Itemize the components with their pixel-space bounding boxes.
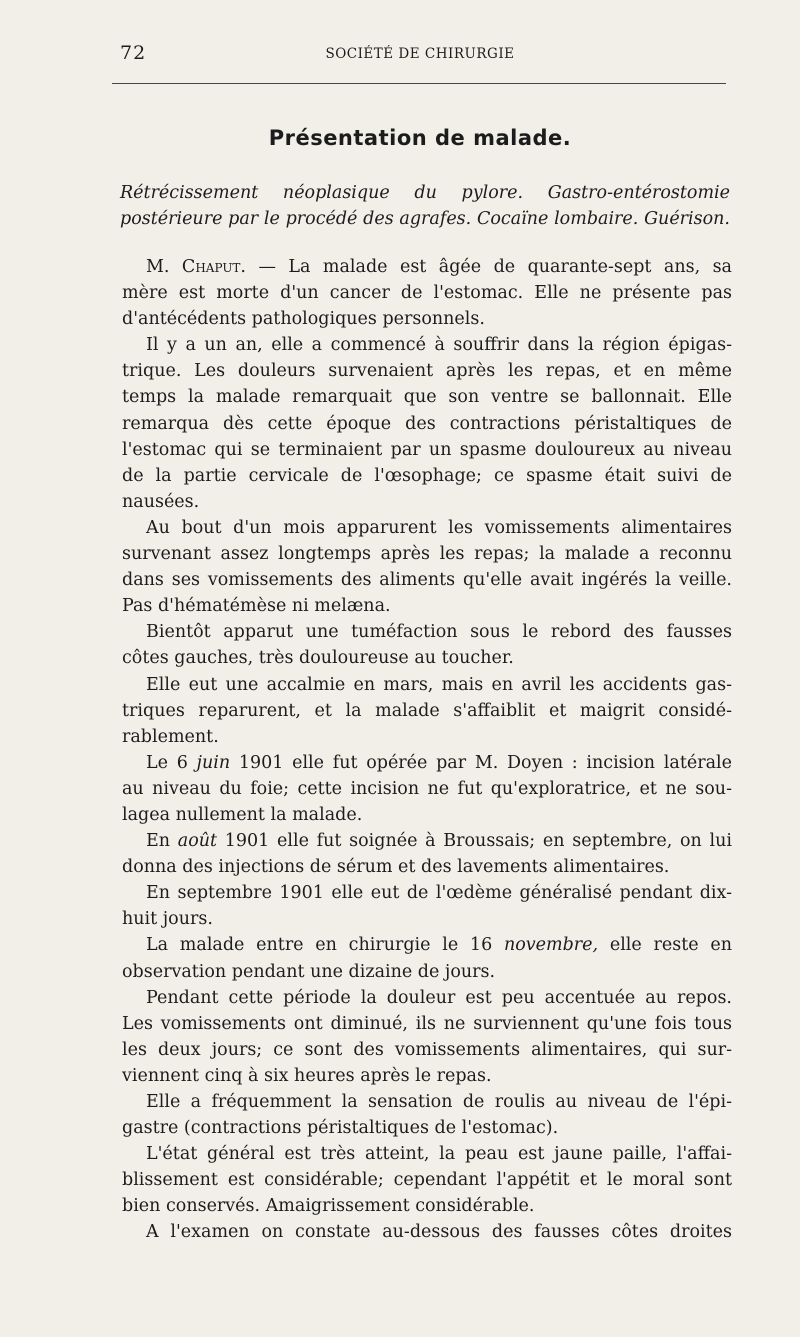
body-text: [122, 254, 732, 1246]
text-line: Pas d'hématémèse ni melæna.: [122, 596, 391, 617]
paragraph: [122, 1089, 732, 1141]
text-line: En septembre 1901 elle eut de l'œdème généralisé pendant dix-: [146, 883, 732, 904]
text-line: [122, 254, 732, 280]
text-line: remarqua dès cette époque des contractions péristaltiques de: [122, 413, 732, 434]
paragraph: [122, 1219, 732, 1245]
text-line: triques reparurent, et la malade s'affaiblit et maigrit considé-: [122, 700, 732, 721]
page-number: 72: [120, 42, 147, 64]
text-line: A l'examen on constate au-dessous des fausses côtes droites: [146, 1222, 732, 1243]
text-line: Elle eut une accalmie en mars, mais en avril les accidents gas-: [146, 674, 732, 695]
text-line: les deux jours; ce sont des vomissements alimentaires, qui sur-: [122, 1039, 732, 1060]
text-line: bien conservés. Amaigrissement considérable.: [122, 1196, 535, 1217]
running-head: SOCIÉTÉ DE CHIRURGIE: [325, 46, 515, 62]
header-rule: [112, 83, 726, 84]
paragraph: [122, 672, 732, 750]
paragraph: [122, 1141, 732, 1219]
subtitle-line: postérieure par le procédé des agrafes. Cocaïne lombaire. Guérison.: [120, 209, 730, 229]
text-line: nausées.: [122, 491, 200, 512]
text-line: blissement est considérable; cependant l'appétit et le moral sont: [122, 1170, 732, 1191]
text-line: Au bout d'un mois apparurent les vomissements alimentaires: [146, 517, 732, 538]
case-subtitle: [120, 180, 730, 232]
paragraph: [122, 515, 732, 619]
text-line: gastre (contractions péristaltiques de l'estomac).: [122, 1118, 559, 1139]
paragraph: [122, 880, 732, 932]
text-line: mère est morte d'un cancer de l'estomac. Elle ne présente pas: [122, 283, 732, 304]
text-span: En: [146, 831, 171, 852]
text-line: Il y a un an, elle a commencé à souffrir dans la région épigas-: [146, 335, 732, 356]
text-span: La malade entre en chirurgie le 16: [146, 935, 493, 956]
text-span: elle reste en: [609, 935, 732, 956]
section-title: Présentation de malade.: [268, 126, 572, 150]
text-line: côtes gauches, très douloureuse au toucher.: [122, 648, 514, 669]
text-line: huit jours.: [122, 909, 213, 930]
paragraph: [122, 985, 732, 1089]
text-span: 1901 elle fut opérée par M. Doyen : incision latérale: [238, 752, 732, 773]
paragraph: [122, 828, 732, 880]
text-span: 1901 elle fut soignée à Broussais; en septembre, on lui: [224, 831, 732, 852]
text-line: de la partie cervicale de l'œsophage; ce spasme était suivi de: [122, 465, 732, 486]
text-line: L'état général est très atteint, la peau est jaune paille, l'affai-: [146, 1144, 732, 1165]
text-line: [122, 828, 732, 854]
date-italic: novembre,: [503, 935, 599, 956]
paragraph: [122, 932, 732, 984]
text-line: l'estomac qui se terminaient par un spasme douloureux au niveau: [122, 439, 732, 460]
author-name: M. Chaput.: [146, 257, 246, 277]
text-span: — La malade est âgée de quarante-sept ans, sa: [258, 257, 732, 277]
text-line: viennent cinq à six heures après le repas.: [122, 1065, 492, 1086]
text-line: Elle a fréquemment la sensation de roulis au niveau de l'épi-: [146, 1092, 732, 1112]
text-line: au niveau du foie; cette incision ne fut qu'exploratrice, et ne sou-: [122, 778, 732, 799]
text-line: dans ses vomissements des aliments qu'elle avait ingérés la veille.: [122, 570, 732, 591]
text-span: Le 6: [146, 752, 188, 773]
paragraph: [122, 254, 732, 332]
text-line: d'antécédents pathologiques personnels.: [122, 309, 485, 330]
text-line: donna des injections de sérum et des lavements alimentaires.: [122, 857, 670, 878]
text-line: trique. Les douleurs survenaient après les repas, et en même: [122, 361, 732, 382]
text-line: [122, 750, 732, 776]
page-header: [110, 42, 730, 72]
text-line: Bientôt apparut une tuméfaction sous le rebord des fausses: [146, 622, 732, 643]
text-line: Les vomissements ont diminué, ils ne surviennent qu'une fois tous: [122, 1013, 732, 1034]
text-line: [122, 932, 732, 958]
text-line: Pendant cette période la douleur est peu accentuée au repos.: [146, 987, 732, 1008]
text-line: lagea nullement la malade.: [122, 804, 363, 825]
paragraph: [122, 332, 732, 515]
subtitle-line: Rétrécissement néoplasique du pylore. Gastro-entérostomie: [120, 183, 730, 203]
text-line: survenant assez longtemps après les repas; la malade a reconnu: [122, 544, 732, 565]
date-italic: août: [177, 831, 218, 852]
text-line: rablement.: [122, 726, 219, 747]
paragraph: [122, 750, 732, 828]
paragraph: [122, 619, 732, 671]
date-italic: juin: [196, 752, 231, 773]
text-line: temps la malade remarquait que son ventre se ballonnait. Elle: [122, 387, 732, 408]
text-line: observation pendant une dizaine de jours.: [122, 961, 496, 982]
